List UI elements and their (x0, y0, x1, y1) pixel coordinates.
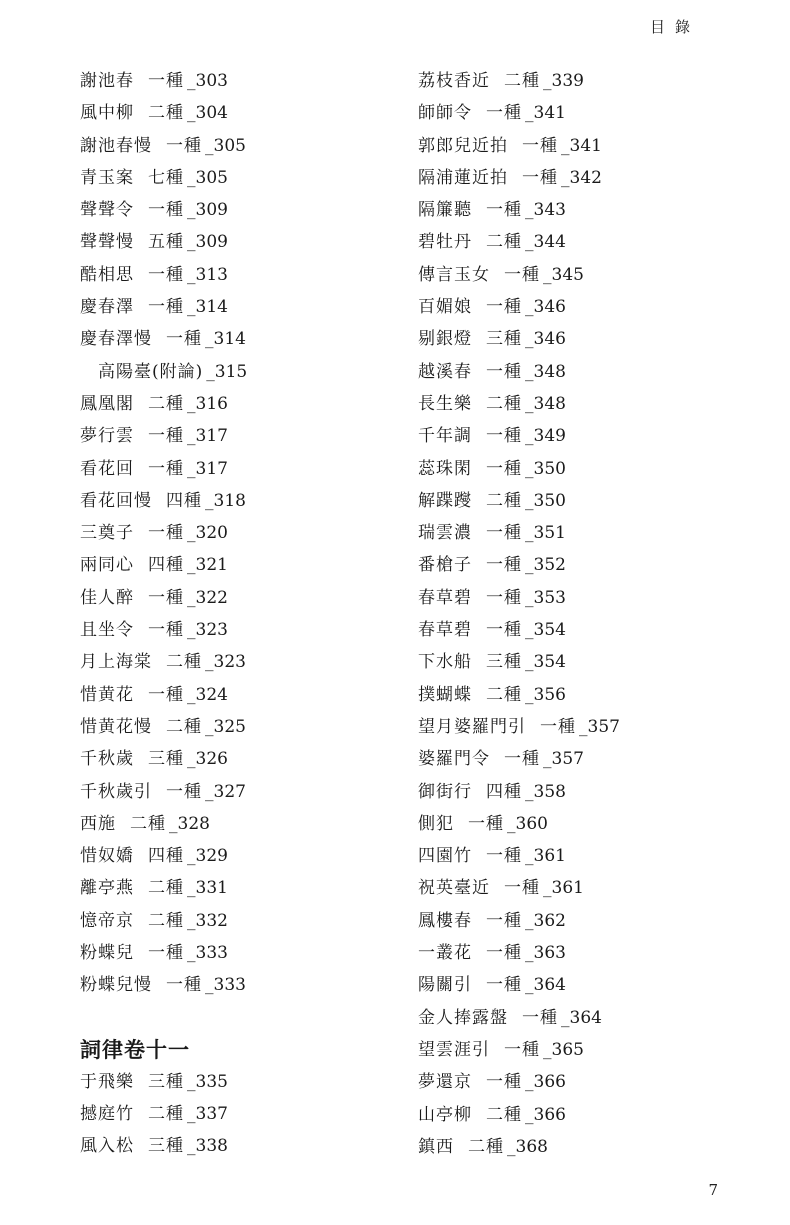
entry-page-number: _357 (543, 749, 584, 770)
toc-entry (80, 743, 247, 775)
entry-title: 婆羅門令 (418, 749, 490, 770)
entry-variant-count: 二種 (468, 1136, 504, 1157)
entry-variant-count: 一種 (486, 587, 522, 608)
entry-page-number: _304 (187, 103, 228, 124)
toc-entry (80, 808, 247, 840)
toc-entry (80, 840, 247, 872)
toc-entry (418, 194, 620, 226)
toc-list (80, 65, 247, 1002)
entry-variant-count: 一種 (522, 167, 558, 188)
entry-title: 鳳樓春 (418, 910, 472, 931)
entry-title: 高陽臺(附論) (98, 361, 204, 382)
entry-title: 酷相思 (80, 264, 134, 285)
toc-entry (80, 711, 247, 743)
entry-title: 剔銀燈 (418, 329, 472, 350)
entry-title: 千年調 (418, 426, 472, 447)
entry-variant-count: 一種 (166, 329, 202, 350)
entry-title: 四園竹 (418, 846, 472, 867)
entry-title: 粉蝶兒 (80, 943, 134, 964)
entry-variant-count: 一種 (486, 103, 522, 124)
entry-page-number: _346 (525, 297, 566, 318)
entry-page-number: _361 (543, 878, 584, 899)
toc-entry (418, 582, 620, 614)
entry-title: 鳳凰閣 (80, 393, 134, 414)
toc-entry (80, 969, 247, 1001)
entry-variant-count: 一種 (522, 135, 558, 156)
entry-title: 離亭燕 (80, 878, 134, 899)
entry-variant-count: 一種 (148, 587, 184, 608)
entry-title: 隔浦蓮近拍 (418, 167, 508, 188)
entry-page-number: _364 (525, 975, 566, 996)
entry-variant-count: 一種 (468, 813, 504, 834)
entry-title: 謝池春慢 (80, 135, 152, 156)
toc-entry (80, 1098, 247, 1130)
entry-title: 聲聲令 (80, 200, 134, 221)
entry-variant-count: 二種 (504, 71, 540, 91)
entry-title: 御街行 (418, 781, 472, 802)
entry-title: 慶春澤 (80, 297, 134, 318)
entry-variant-count: 一種 (486, 523, 522, 544)
entry-page-number: _318 (205, 490, 246, 511)
entry-variant-count: 一種 (486, 555, 522, 576)
entry-variant-count: 一種 (486, 943, 522, 964)
toc-list (80, 1066, 247, 1163)
entry-title: 看花回 (80, 458, 134, 479)
entry-variant-count: 四種 (486, 781, 522, 802)
entry-page-number: _325 (205, 716, 246, 737)
entry-variant-count: 一種 (166, 135, 202, 156)
entry-page-number: _333 (187, 943, 228, 964)
entry-variant-count: 二種 (486, 490, 522, 511)
entry-title: 撲蝴蝶 (418, 684, 472, 705)
entry-page-number: _342 (561, 167, 602, 188)
toc-entry (418, 969, 620, 1001)
toc-entry (418, 646, 620, 678)
entry-variant-count: 三種 (148, 749, 184, 770)
entry-title: 撼庭竹 (80, 1103, 134, 1124)
entry-variant-count: 一種 (486, 426, 522, 447)
entry-variant-count: 二種 (486, 684, 522, 705)
entry-title: 郭郎兒近拍 (418, 135, 508, 156)
entry-title: 西施 (80, 813, 116, 834)
toc-entry (418, 1002, 620, 1034)
entry-variant-count: 一種 (540, 716, 576, 737)
entry-page-number: _339 (543, 71, 584, 91)
toc-entry (80, 323, 247, 355)
entry-title: 惜奴嬌 (80, 846, 134, 867)
toc-entry (418, 517, 620, 549)
entry-title: 陽關引 (418, 975, 472, 996)
toc-entry (80, 1066, 247, 1098)
entry-variant-count: 一種 (486, 361, 522, 382)
toc-entry (80, 420, 247, 452)
entry-page-number: _341 (561, 135, 602, 156)
entry-page-number: _332 (187, 910, 228, 931)
entry-variant-count: 四種 (148, 846, 184, 867)
entry-title: 長生樂 (418, 393, 472, 414)
entry-variant-count: 一種 (148, 523, 184, 544)
toc-column-right (418, 65, 620, 1163)
entry-variant-count: 一種 (504, 264, 540, 285)
entry-title: 于飛樂 (80, 1071, 134, 1092)
entry-variant-count: 二種 (148, 393, 184, 414)
entry-variant-count: 二種 (166, 716, 202, 737)
entry-title: 山亭柳 (418, 1104, 472, 1125)
entry-page-number: _329 (187, 846, 228, 867)
entry-variant-count: 二種 (486, 393, 522, 414)
entry-variant-count: 七種 (148, 167, 184, 188)
entry-title: 碧牡丹 (418, 232, 472, 253)
toc-entry (80, 97, 247, 129)
entry-title: 風中柳 (80, 103, 134, 124)
running-header: 目錄 (649, 18, 700, 36)
entry-page-number: _317 (187, 426, 228, 447)
entry-variant-count: 一種 (486, 1072, 522, 1093)
entry-title: 謝池春 (80, 71, 134, 91)
toc-entry (418, 808, 620, 840)
entry-title: 解蹀躞 (418, 490, 472, 511)
entry-variant-count: 四種 (148, 555, 184, 576)
entry-variant-count: 一種 (148, 620, 184, 641)
entry-title: 鎮西 (418, 1136, 454, 1157)
entry-page-number: _323 (187, 620, 228, 641)
entry-page-number: _303 (187, 71, 228, 91)
entry-variant-count: 一種 (166, 781, 202, 802)
entry-variant-count: 一種 (148, 200, 184, 221)
entry-variant-count: 二種 (486, 1104, 522, 1125)
entry-title: 千秋歲引 (80, 781, 152, 802)
entry-variant-count: 二種 (130, 813, 166, 834)
entry-variant-count: 一種 (148, 264, 184, 285)
toc-entry (418, 679, 620, 711)
toc-entry (80, 937, 247, 969)
toc-entry (418, 162, 620, 194)
entry-page-number: _335 (187, 1071, 228, 1092)
entry-title: 荔枝香近 (418, 71, 490, 91)
toc-entry (418, 291, 620, 323)
entry-variant-count: 三種 (486, 652, 522, 673)
toc-entry (80, 646, 247, 678)
toc-entry (80, 614, 247, 646)
toc-entry (418, 97, 620, 129)
entry-title: 且坐令 (80, 620, 134, 641)
entry-page-number: _337 (187, 1103, 228, 1124)
entry-page-number: _322 (187, 587, 228, 608)
entry-variant-count: 一種 (486, 458, 522, 479)
entry-variant-count: 一種 (504, 878, 540, 899)
toc-entry (418, 1034, 620, 1066)
toc-entry (418, 1131, 620, 1163)
toc-column-left (80, 65, 247, 1163)
entry-title: 憶帝京 (80, 910, 134, 931)
entry-title: 兩同心 (80, 555, 134, 576)
entry-variant-count: 一種 (148, 297, 184, 318)
entry-title: 番槍子 (418, 555, 472, 576)
entry-page-number: _338 (187, 1136, 228, 1157)
entry-title: 月上海棠 (80, 652, 152, 673)
entry-variant-count: 一種 (486, 620, 522, 641)
entry-title: 夢行雲 (80, 426, 134, 447)
entry-variant-count: 一種 (486, 297, 522, 318)
entry-title: 一叢花 (418, 943, 472, 964)
toc-entry (418, 1066, 620, 1098)
entry-title: 瑞雲濃 (418, 523, 472, 544)
toc-entry (80, 517, 247, 549)
toc-entry (418, 937, 620, 969)
toc-entry (80, 65, 247, 97)
toc-entry (418, 711, 620, 743)
entry-page-number: _326 (187, 749, 228, 770)
entry-page-number: _345 (543, 264, 584, 285)
entry-title: 望雲涯引 (418, 1039, 490, 1060)
entry-page-number: _358 (525, 781, 566, 802)
entry-variant-count: 二種 (486, 232, 522, 253)
entry-page-number: _357 (579, 716, 620, 737)
toc-entry (80, 679, 247, 711)
entry-page-number: _305 (205, 135, 246, 156)
entry-page-number: _315 (206, 361, 248, 382)
entry-variant-count: 二種 (148, 103, 184, 124)
toc-entry (80, 582, 247, 614)
toc-entry (80, 130, 247, 162)
entry-page-number: _341 (525, 103, 566, 124)
entry-page-number: _321 (187, 555, 228, 576)
entry-variant-count: 二種 (148, 1103, 184, 1124)
entry-variant-count: 一種 (504, 1039, 540, 1060)
entry-page-number: _360 (507, 813, 548, 834)
entry-page-number: _368 (507, 1136, 548, 1157)
entry-title: 看花回慢 (80, 490, 152, 511)
toc-entry (418, 453, 620, 485)
entry-page-number: _314 (187, 297, 228, 318)
toc-entry (80, 388, 247, 420)
entry-page-number: _349 (525, 426, 566, 447)
entry-variant-count: 二種 (148, 878, 184, 899)
entry-title: 風入松 (80, 1136, 134, 1157)
toc-entry (418, 840, 620, 872)
entry-title: 下水船 (418, 652, 472, 673)
entry-page-number: _317 (187, 458, 228, 479)
entry-page-number: _354 (525, 652, 566, 673)
toc-entry (418, 872, 620, 904)
entry-page-number: _363 (525, 943, 566, 964)
entry-title: 青玉案 (80, 167, 134, 188)
toc-entry (80, 356, 247, 388)
entry-title: 傳言玉女 (418, 264, 490, 285)
entry-page-number: _327 (205, 781, 246, 802)
entry-variant-count: 一種 (486, 200, 522, 221)
toc-entry (80, 1130, 247, 1162)
section-heading: 詞律卷十一 (80, 1037, 190, 1062)
entry-page-number: _343 (525, 200, 566, 221)
toc-entry (418, 388, 620, 420)
entry-page-number: _316 (187, 393, 228, 414)
entry-page-number: _348 (525, 361, 566, 382)
entry-title: 隔簾聽 (418, 200, 472, 221)
entry-page-number: _346 (525, 329, 566, 350)
toc-entry (418, 743, 620, 775)
toc-entry (418, 226, 620, 258)
entry-page-number: _320 (187, 523, 228, 544)
entry-page-number: _348 (525, 393, 566, 414)
entry-title: 聲聲慢 (80, 232, 134, 253)
entry-title: 佳人醉 (80, 587, 134, 608)
entry-title: 惜黄花慢 (80, 716, 152, 737)
toc-entry (80, 194, 247, 226)
entry-title: 三奠子 (80, 523, 134, 544)
entry-page-number: _333 (205, 975, 246, 996)
toc-entry (80, 549, 247, 581)
entry-variant-count: 三種 (148, 1071, 184, 1092)
entry-page-number: _313 (187, 264, 228, 285)
toc-entry (418, 485, 620, 517)
entry-page-number: _331 (187, 878, 228, 899)
entry-variant-count: 一種 (166, 975, 202, 996)
entry-variant-count: 一種 (148, 684, 184, 705)
toc-entry (418, 420, 620, 452)
toc-entry (418, 65, 620, 97)
toc-entry (80, 162, 247, 194)
entry-page-number: _364 (561, 1007, 602, 1028)
entry-page-number: _366 (525, 1104, 566, 1125)
toc-entry (80, 226, 247, 258)
entry-variant-count: 一種 (486, 910, 522, 931)
entry-variant-count: 四種 (166, 490, 202, 511)
toc-entry (80, 905, 247, 937)
toc-entry (418, 356, 620, 388)
entry-title: 春草碧 (418, 620, 472, 641)
entry-variant-count: 一種 (486, 846, 522, 867)
toc-entry (80, 453, 247, 485)
entry-page-number: _354 (525, 620, 566, 641)
entry-page-number: _344 (525, 232, 566, 253)
toc-entry (418, 259, 620, 291)
entry-variant-count: 一種 (148, 943, 184, 964)
toc-entry (418, 130, 620, 162)
toc-entry (80, 485, 247, 517)
entry-variant-count: 一種 (148, 71, 184, 91)
entry-title: 師師令 (418, 103, 472, 124)
entry-title: 慶春澤慢 (80, 329, 152, 350)
entry-variant-count: 二種 (148, 910, 184, 931)
entry-variant-count: 一種 (148, 426, 184, 447)
entry-page-number: _365 (543, 1039, 584, 1060)
entry-title: 夢還京 (418, 1072, 472, 1093)
entry-variant-count: 五種 (148, 232, 184, 253)
entry-page-number: _323 (205, 652, 246, 673)
entry-page-number: _328 (169, 813, 210, 834)
entry-title: 望月婆羅門引 (418, 716, 526, 737)
entry-variant-count: 三種 (486, 329, 522, 350)
entry-title: 春草碧 (418, 587, 472, 608)
toc-entry (80, 776, 247, 808)
entry-title: 越溪春 (418, 361, 472, 382)
entry-variant-count: 二種 (166, 652, 202, 673)
toc-entry (80, 259, 247, 291)
toc-entry (418, 614, 620, 646)
entry-page-number: _356 (525, 684, 566, 705)
entry-title: 蕊珠閑 (418, 458, 472, 479)
entry-page-number: _305 (187, 167, 228, 188)
toc-entry (418, 776, 620, 808)
entry-variant-count: 一種 (504, 749, 540, 770)
toc-list (418, 65, 620, 1163)
entry-variant-count: 一種 (148, 458, 184, 479)
entry-title: 金人捧露盤 (418, 1007, 508, 1028)
entry-page-number: _352 (525, 555, 566, 576)
entry-page-number: _309 (187, 200, 228, 221)
entry-variant-count: 三種 (148, 1136, 184, 1157)
entry-title: 側犯 (418, 813, 454, 834)
toc-entry (418, 905, 620, 937)
entry-page-number: _324 (187, 684, 228, 705)
entry-page-number: _350 (525, 490, 566, 511)
toc-entry (418, 1099, 620, 1131)
entry-title: 粉蝶兒慢 (80, 975, 152, 996)
entry-title: 惜黄花 (80, 684, 134, 705)
toc-entry (80, 872, 247, 904)
entry-page-number: _361 (525, 846, 566, 867)
toc-entry (418, 323, 620, 355)
entry-title: 千秋歲 (80, 749, 134, 770)
entry-page-number: _362 (525, 910, 566, 931)
entry-page-number: _353 (525, 587, 566, 608)
page-number: 7 (708, 1181, 718, 1199)
entry-page-number: _350 (525, 458, 566, 479)
entry-title: 百媚娘 (418, 297, 472, 318)
toc-entry (418, 549, 620, 581)
entry-variant-count: 一種 (522, 1007, 558, 1028)
entry-variant-count: 一種 (486, 975, 522, 996)
entry-page-number: _351 (525, 523, 566, 544)
entry-page-number: _366 (525, 1072, 566, 1093)
entry-page-number: _314 (205, 329, 246, 350)
toc-entry (80, 291, 247, 323)
entry-page-number: _309 (187, 232, 228, 253)
entry-title: 祝英臺近 (418, 878, 490, 899)
